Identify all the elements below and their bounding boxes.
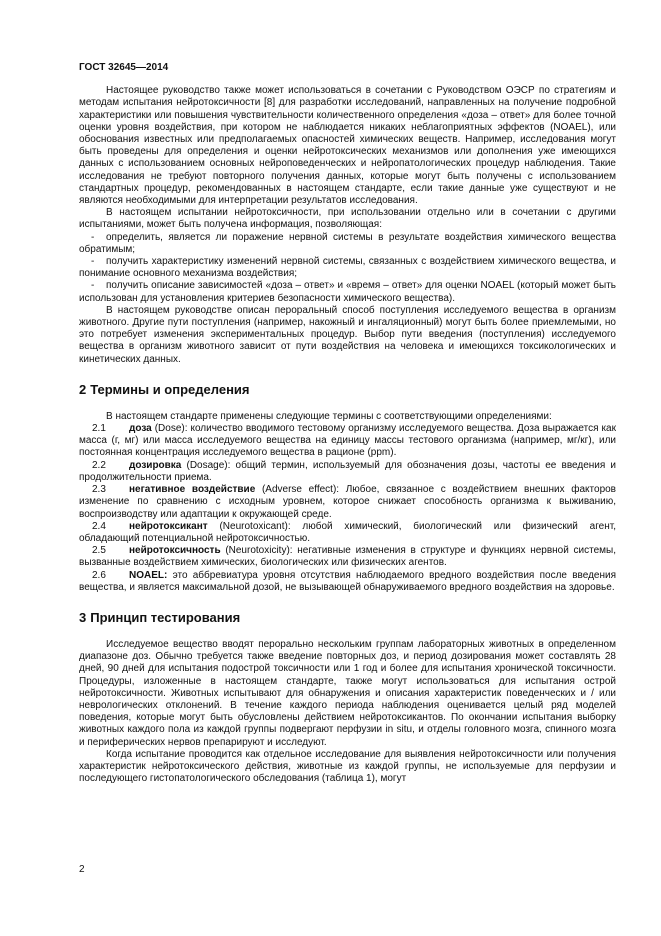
term-name: негативное воздействие <box>129 484 256 496</box>
term-name: нейротоксичность <box>129 545 221 557</box>
intro-paragraph-2: В настоящем испытании нейротоксичности, при использовании отдельно или в сочетании с другими испытаниями, может быть получена информация, позволяющая: <box>79 207 616 231</box>
term-number: 2.4 <box>92 520 106 532</box>
list-item-text: получить характеристику изменений нервной системы, связанных с воздействием химического вещества, и понимание основного механизма воздействия; <box>79 256 616 280</box>
term-name: нейротоксикант <box>129 520 208 532</box>
term-definition: (Dose): количество вводимого тестовому организму исследуемого вещества. Доза выражается как масса (г, мг) или масса исследуемого вещества на единицу массы тестового организма (например, мг/кг), или постоянная концентрация исследуемого вещества в рационе (ppm). <box>79 423 616 459</box>
section-heading-principle <box>79 610 616 625</box>
page-number: 2 <box>79 864 85 875</box>
term-definition: (Adverse effect): Любое, связанное с воздействием внешних факторов изменение по сравнению с исходным уровнем, которое снижает способность организма к выживанию, воспроизводству или адаптации к окружающей среде. <box>79 484 616 520</box>
term-number: 2.6 <box>92 569 106 581</box>
term-definition: (Neurotoxicity): негативные изменения в структуре и функциях нервной системы, вызванные воздействием химических, биологических или физических агентов. <box>79 545 616 569</box>
intro-paragraph-3: В настоящем руководстве описан пероральный способ поступления исследуемого вещества в организм животного. Другие пути поступления (например, накожный и ингаляционный) могут быть более приемлемыми, но это потребует изменения экспериментальных процедур. Выбор пути введения (поступления) исследуемого вещества в организм животного зависит от пути воздействия на человека и имеющихся токсикологических и кинетических данных. <box>79 304 616 365</box>
principle-paragraph-2: Когда испытание проводится как отдельное исследование для выявления нейротоксичности или получения характеристик нейротоксического действия, животные из каждой группы, не используемые для перфузии и последующего гистопатологического обследования (таблица 1), могут <box>79 748 616 785</box>
term-definition: (Dosage): общий термин, используемый для обозначения дозы, частоты ее введения и продолжительности приема. <box>79 459 616 483</box>
principle-paragraph-1: Исследуемое вещество вводят перорально нескольким группам лабораторных животных в определенном диапазоне доз. Обычно требуется также введение повторных доз, и период дозирования может составлять 28 дней, 90 дней для испытания подострой токсичности или 1 год и более для испытания хронической токсичности. Процедуры, изложенные в настоящем стандарте, также могут использоваться для испытания острой нейротоксичности. Животных испытывают для обнаружения и описания характеристик поведенческих и / или неврологических отклонений. В течение каждого периода наблюдения оценивается целый ряд моделей поведения, которые могут быть обусловлены действием нейротоксикантов. По окончании испытания выборку животных каждого пола из каждой группы подвергают перфузии in situ, и отделы головного мозга, спинного мозга и периферических нервов препарируют и исследуют. <box>79 638 616 748</box>
document-body <box>79 85 616 785</box>
terms-lead: В настоящем стандарте применены следующие термины с соответствующими определениями: <box>106 410 552 422</box>
list-item <box>79 232 616 256</box>
term-entry <box>79 521 616 545</box>
section-title: Термины и определения <box>90 381 250 397</box>
term-definition: это аббревиатура уровня отсутствия наблюдаемого вредного воздействия после введения вещества, и является максимальной дозой, не вызывающей обнаруживаемого вредного воздействия на здоровье. <box>79 569 616 593</box>
term-name: дозировка <box>129 459 182 471</box>
term-name: NOAEL: <box>129 569 168 581</box>
list-dash: - <box>91 231 95 243</box>
list-item <box>79 256 616 280</box>
list-item <box>79 280 616 304</box>
term-number: 2.3 <box>92 484 106 496</box>
term-entry <box>79 545 616 569</box>
term-number: 2.5 <box>92 545 106 557</box>
list-item-text: получить описание зависимостей «доза – ответ» и «время – ответ» для оценки NOAEL (который может быть использован для установления критериев безопасности химического вещества). <box>79 280 616 304</box>
term-entry <box>79 460 616 484</box>
list-dash: - <box>91 256 95 268</box>
term-definition: (Neurotoxicant): любой химический, биологический или физический агент, обладающий потенциальной нейротоксичностью. <box>79 520 616 544</box>
term-entry <box>79 570 616 594</box>
section-heading-terms <box>79 382 616 397</box>
term-number: 2.2 <box>92 459 106 471</box>
intro-paragraph-1: Настоящее руководство также может использоваться в сочетании с Руководством ОЭСР по стратегиям и методам испытания нейротоксичности [8] для разработки исследований, направленных на получение подробной характеристики или повышения чувствительности количественного определения «доза – ответ» для более точной оценки уровня воздействия, при котором не наблюдается никаких неблагоприятных эффектов (NOAEL), или обоснования известных или предполагаемых опасностей химических веществ. Например, исследования могут быть проведены для определения и оценки нейротоксических механизмов или дополнения уже имеющихся данных с использованием основных нейроповеденческих и нейропатологических процедур наблюдения. Такие исследования не требуют повторного получения данных, которые могут быть получены с использованием стандартных процедур, рекомендованных в настоящем стандарте, если такие данные уже существуют и не являются необходимыми для интерпретации результатов исследования. <box>79 85 616 207</box>
term-entry <box>79 423 616 460</box>
document-header: ГОСТ 32645—2014 <box>79 62 169 73</box>
list-dash: - <box>91 280 95 292</box>
section-number: 3 <box>79 609 87 625</box>
section-number: 2 <box>79 381 87 397</box>
term-number: 2.1 <box>92 423 106 435</box>
term-name: доза <box>129 423 152 435</box>
list-item-text: определить, является ли поражение нервной системы в результате воздействия химического вещества обратимым; <box>79 231 616 255</box>
term-entry <box>79 484 616 521</box>
section-title: Принцип тестирования <box>90 609 241 625</box>
